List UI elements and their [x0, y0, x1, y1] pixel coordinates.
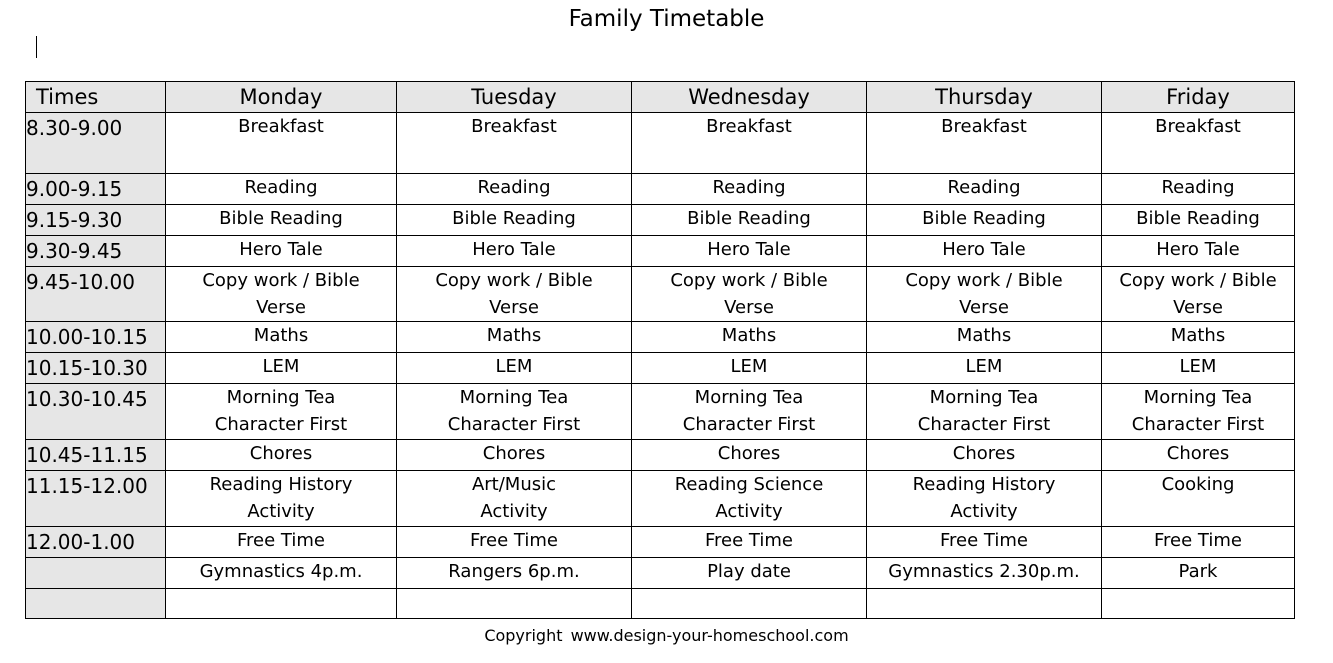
- activity-text: Reading: [477, 177, 551, 198]
- activity-text: Reading History Activity: [209, 474, 353, 522]
- activity-cell-thursday: [867, 353, 1102, 384]
- table-row: [26, 440, 1295, 471]
- timetable: [25, 81, 1295, 619]
- activity-text: Chores: [249, 443, 313, 464]
- activity-cell-wednesday: [632, 174, 867, 205]
- activity-cell-monday: [166, 174, 397, 205]
- activity-cell-wednesday: [632, 589, 867, 619]
- activity-text: Copy work / Bible Verse: [1119, 270, 1277, 318]
- table-row: [26, 205, 1295, 236]
- activity-text: Reading: [1161, 177, 1235, 198]
- activity-cell-friday: [1102, 267, 1295, 322]
- text-cursor: [36, 36, 37, 58]
- activity-cell-wednesday: [632, 384, 867, 440]
- activity-cell-tuesday: [397, 236, 632, 267]
- page-title: Family Timetable: [568, 6, 765, 32]
- activity-cell-thursday: [867, 440, 1102, 471]
- activity-text: Breakfast: [238, 116, 324, 137]
- activity-text: Free Time: [940, 530, 1028, 551]
- activity-cell-thursday: [867, 322, 1102, 353]
- activity-text: Breakfast: [1155, 116, 1241, 137]
- activity-cell-tuesday: [397, 322, 632, 353]
- activity-text: LEM: [495, 356, 533, 377]
- activity-cell-tuesday: [397, 174, 632, 205]
- activity-cell-wednesday: [632, 322, 867, 353]
- activity-text: Free Time: [237, 530, 325, 551]
- activity-cell-monday: [166, 322, 397, 353]
- activity-cell-monday: [166, 440, 397, 471]
- copyright-notice: Copyright www.design-your-homeschool.com: [484, 626, 849, 645]
- activity-text: LEM: [1179, 356, 1217, 377]
- activity-text: Park: [1178, 561, 1218, 582]
- time-cell: 9.00-9.15: [26, 174, 166, 205]
- activity-text: Morning Tea Character First: [1131, 387, 1265, 435]
- activity-cell-monday: [166, 558, 397, 589]
- activity-text: Chores: [1166, 443, 1230, 464]
- header-friday: Friday: [1102, 82, 1295, 113]
- activity-text: Free Time: [705, 530, 793, 551]
- activity-cell-tuesday: [397, 205, 632, 236]
- activity-cell-friday: [1102, 174, 1295, 205]
- activity-text: Hero Tale: [942, 239, 1026, 260]
- activity-text: Chores: [717, 443, 781, 464]
- activity-text: Bible Reading: [1136, 208, 1260, 229]
- activity-text: Morning Tea Character First: [214, 387, 348, 435]
- header-row: [26, 82, 1295, 113]
- timetable-body: [26, 113, 1295, 619]
- activity-cell-friday: [1102, 322, 1295, 353]
- activity-cell-tuesday: [397, 267, 632, 322]
- activity-text: Free Time: [1154, 530, 1242, 551]
- activity-cell-tuesday: [397, 527, 632, 558]
- activity-cell-friday: [1102, 558, 1295, 589]
- activity-cell-wednesday: [632, 527, 867, 558]
- activity-text: Cooking: [1161, 474, 1235, 495]
- activity-text: Breakfast: [706, 116, 792, 137]
- activity-cell-thursday: [867, 589, 1102, 619]
- activity-cell-thursday: [867, 384, 1102, 440]
- activity-cell-thursday: [867, 527, 1102, 558]
- activity-cell-wednesday: [632, 471, 867, 527]
- activity-cell-monday: [166, 236, 397, 267]
- activity-cell-monday: [166, 527, 397, 558]
- time-cell: 10.00-10.15: [26, 322, 166, 353]
- activity-text: Gymnastics 2.30p.m.: [888, 561, 1080, 582]
- activity-cell-thursday: [867, 174, 1102, 205]
- activity-text: Breakfast: [471, 116, 557, 137]
- activity-cell-friday: [1102, 471, 1295, 527]
- activity-cell-thursday: [867, 205, 1102, 236]
- activity-cell-wednesday: [632, 558, 867, 589]
- time-cell: 9.45-10.00: [26, 267, 166, 322]
- table-row: [26, 558, 1295, 589]
- activity-cell-wednesday: [632, 205, 867, 236]
- activity-cell-tuesday: [397, 353, 632, 384]
- activity-cell-friday: [1102, 113, 1295, 174]
- activity-cell-friday: [1102, 353, 1295, 384]
- time-cell: 11.15-12.00: [26, 471, 166, 527]
- table-row: [26, 113, 1295, 174]
- activity-cell-wednesday: [632, 113, 867, 174]
- time-cell: 9.15-9.30: [26, 205, 166, 236]
- activity-cell-thursday: [867, 558, 1102, 589]
- activity-text: Reading Science Activity: [674, 474, 824, 522]
- activity-text: Reading: [244, 177, 318, 198]
- activity-cell-tuesday: [397, 384, 632, 440]
- activity-text: Play date: [707, 561, 791, 582]
- activity-cell-wednesday: [632, 440, 867, 471]
- activity-cell-tuesday: [397, 113, 632, 174]
- table-row: [26, 527, 1295, 558]
- activity-text: Rangers 6p.m.: [448, 561, 580, 582]
- activity-text: Copy work / Bible Verse: [905, 270, 1063, 318]
- activity-text: LEM: [965, 356, 1003, 377]
- activity-text: Morning Tea Character First: [682, 387, 816, 435]
- activity-cell-thursday: [867, 267, 1102, 322]
- activity-text: Reading: [712, 177, 786, 198]
- activity-text: Gymnastics 4p.m.: [199, 561, 363, 582]
- activity-text: Bible Reading: [452, 208, 576, 229]
- activity-text: Hero Tale: [707, 239, 791, 260]
- time-cell: 12.00-1.00: [26, 527, 166, 558]
- activity-cell-monday: [166, 267, 397, 322]
- activity-text: Bible Reading: [219, 208, 343, 229]
- activity-cell-thursday: [867, 236, 1102, 267]
- activity-cell-wednesday: [632, 267, 867, 322]
- activity-text: Morning Tea Character First: [447, 387, 581, 435]
- time-cell: 10.15-10.30: [26, 353, 166, 384]
- activity-text: LEM: [730, 356, 768, 377]
- table-row: [26, 322, 1295, 353]
- activity-text: Copy work / Bible Verse: [435, 270, 593, 318]
- activity-cell-friday: [1102, 384, 1295, 440]
- table-row: [26, 384, 1295, 440]
- header-tuesday: Tuesday: [397, 82, 632, 113]
- header-thursday: Thursday: [867, 82, 1102, 113]
- table-row: [26, 353, 1295, 384]
- activity-text: Bible Reading: [687, 208, 811, 229]
- activity-text: Maths: [1170, 325, 1226, 346]
- activity-cell-monday: [166, 205, 397, 236]
- activity-text: Maths: [721, 325, 777, 346]
- activity-cell-thursday: [867, 471, 1102, 527]
- activity-text: Maths: [253, 325, 309, 346]
- table-row: [26, 174, 1295, 205]
- time-cell: 10.45-11.15: [26, 440, 166, 471]
- activity-cell-tuesday: [397, 471, 632, 527]
- activity-cell-wednesday: [632, 353, 867, 384]
- activity-text: LEM: [262, 356, 300, 377]
- time-cell: 9.30-9.45: [26, 236, 166, 267]
- table-row: [26, 589, 1295, 619]
- activity-cell-monday: [166, 589, 397, 619]
- time-cell: [26, 589, 166, 619]
- activity-text: Art/Music Activity: [471, 474, 557, 522]
- activity-text: Maths: [956, 325, 1012, 346]
- time-cell: [26, 558, 166, 589]
- activity-cell-tuesday: [397, 589, 632, 619]
- activity-cell-tuesday: [397, 558, 632, 589]
- activity-cell-monday: [166, 384, 397, 440]
- activity-text: Reading: [947, 177, 1021, 198]
- activity-text: Reading History Activity: [912, 474, 1056, 522]
- activity-cell-friday: [1102, 527, 1295, 558]
- activity-text: Bible Reading: [922, 208, 1046, 229]
- activity-cell-monday: [166, 353, 397, 384]
- activity-text: Hero Tale: [472, 239, 556, 260]
- activity-text: Hero Tale: [1156, 239, 1240, 260]
- activity-text: Morning Tea Character First: [917, 387, 1051, 435]
- activity-text: Free Time: [470, 530, 558, 551]
- header-wednesday: Wednesday: [632, 82, 867, 113]
- activity-cell-monday: [166, 113, 397, 174]
- activity-cell-wednesday: [632, 236, 867, 267]
- activity-text: Hero Tale: [239, 239, 323, 260]
- activity-cell-friday: [1102, 205, 1295, 236]
- time-cell: 10.30-10.45: [26, 384, 166, 440]
- activity-cell-friday: [1102, 236, 1295, 267]
- header-monday: Monday: [166, 82, 397, 113]
- activity-text: Chores: [952, 443, 1016, 464]
- table-row: [26, 471, 1295, 527]
- table-row: [26, 267, 1295, 322]
- activity-text: Copy work / Bible Verse: [670, 270, 828, 318]
- activity-cell-tuesday: [397, 440, 632, 471]
- activity-cell-friday: [1102, 440, 1295, 471]
- header-times: Times: [26, 82, 166, 113]
- activity-text: Chores: [482, 443, 546, 464]
- table-row: [26, 236, 1295, 267]
- activity-cell-friday: [1102, 589, 1295, 619]
- time-cell: 8.30-9.00: [26, 113, 166, 174]
- activity-cell-monday: [166, 471, 397, 527]
- activity-text: Breakfast: [941, 116, 1027, 137]
- activity-text: Maths: [486, 325, 542, 346]
- activity-text: Copy work / Bible Verse: [202, 270, 360, 318]
- activity-cell-thursday: [867, 113, 1102, 174]
